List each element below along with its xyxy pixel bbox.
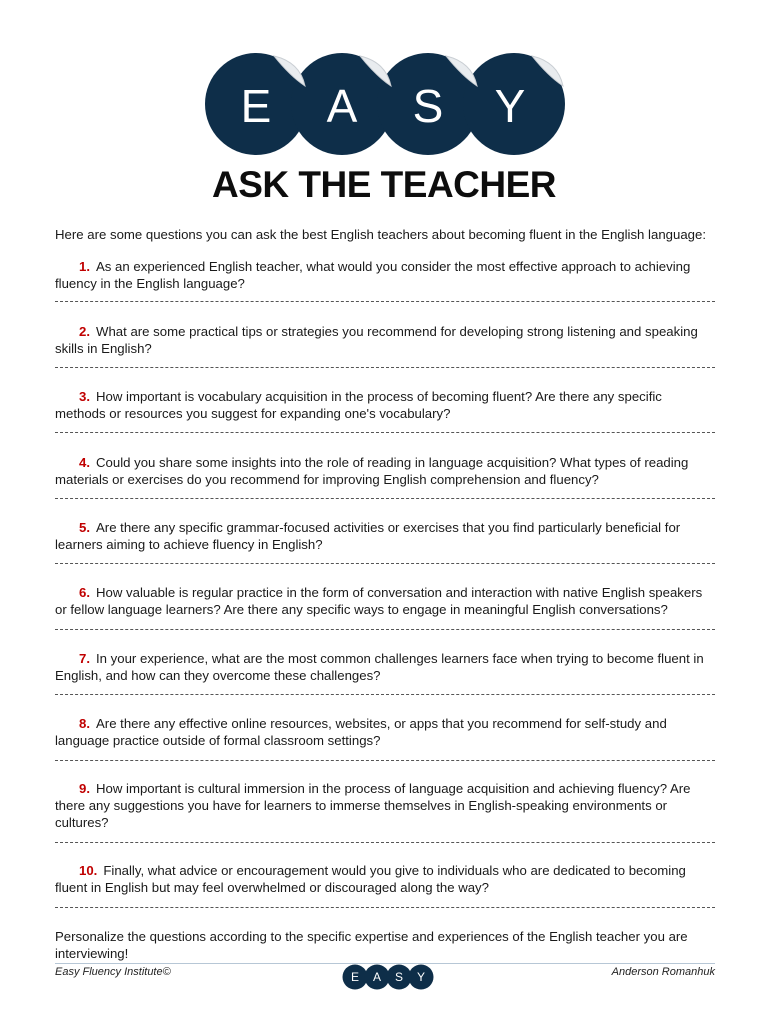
footer-institute: Easy Fluency Institute©	[55, 966, 171, 978]
answer-line	[55, 629, 715, 630]
question-text: Could you share some insights into the role of reading in language acquisition? What types of reading materials or exercises do you recommend for improving English comprehension and fluency?	[55, 455, 689, 487]
question-number: 9.	[79, 781, 90, 796]
question-text: Finally, what advice or encouragement would you give to individuals who are dedicated to becoming fluent in English but may feel overwhelmed or discouraged along the way?	[55, 863, 686, 895]
intro-paragraph: Here are some questions you can ask the best English teachers about becoming fluent in the English language:	[55, 227, 706, 242]
question-text: How valuable is regular practice in the form of conversation and interaction with native English speakers or fellow language learners? Are there any specific ways to engage in meaningful English conversations?	[55, 585, 703, 617]
answer-line	[55, 498, 715, 499]
footer-easy-logo	[342, 964, 434, 990]
question-item	[55, 323, 715, 357]
footer-logo-letter-e: E	[350, 970, 360, 984]
question-item	[55, 650, 715, 684]
logo-letter-y: Y	[494, 80, 526, 132]
question-item	[55, 388, 715, 422]
question-text: As an experienced English teacher, what would you consider the most effective approach to achieving fluency in the English language?	[55, 259, 691, 291]
question-text: In your experience, what are the most common challenges learners face when trying to become fluent in English, and how can they overcome these challenges?	[55, 651, 704, 683]
question-number: 7.	[79, 651, 90, 666]
question-text: Are there any effective online resources, websites, or apps that you recommend for self-study and language practice outside of formal classroom settings?	[55, 716, 667, 748]
answer-line	[55, 694, 715, 695]
question-number: 8.	[79, 716, 90, 731]
question-item	[55, 715, 715, 749]
question-number: 4.	[79, 455, 90, 470]
footer-logo-letter-y: Y	[416, 970, 426, 984]
answer-line	[55, 367, 715, 368]
answer-line	[55, 301, 715, 302]
question-number: 3.	[79, 389, 90, 404]
question-item	[55, 519, 715, 553]
answer-line	[55, 907, 715, 908]
answer-line	[55, 842, 715, 843]
question-number: 6.	[79, 585, 90, 600]
answer-line	[55, 760, 715, 761]
logo-letter-e: E	[240, 80, 272, 132]
footer-logo-letter-a: A	[372, 970, 382, 984]
question-text: Are there any specific grammar-focused activities or exercises that you find particularly beneficial for learners aiming to achieve fluency in English?	[55, 520, 681, 552]
logo-letter-a: A	[326, 80, 358, 132]
question-number: 10.	[79, 863, 98, 878]
closing-paragraph: Personalize the questions according to the specific expertise and experiences of the English teacher you are interviewing!	[55, 929, 688, 961]
question-item	[55, 862, 715, 896]
question-text: What are some practical tips or strategies you recommend for developing strong listening and speaking skills in English?	[55, 324, 698, 356]
answer-line	[55, 563, 715, 564]
question-text: How important is cultural immersion in the process of language acquisition and achieving fluency? Are there any suggestions you have for learners to immerse themselves in English-speaking environments or cultures?	[55, 781, 691, 830]
page-title: ASK THE TEACHER	[211, 164, 557, 205]
answer-line	[55, 432, 715, 433]
question-item	[55, 584, 715, 618]
easy-logo	[204, 52, 568, 156]
question-item	[55, 780, 715, 831]
footer-author: Anderson Romanhuk	[611, 966, 715, 978]
question-number: 1.	[79, 259, 90, 274]
logo-letter-s: S	[412, 80, 444, 132]
question-item	[55, 454, 715, 488]
question-item	[55, 258, 715, 292]
question-number: 2.	[79, 324, 90, 339]
question-number: 5.	[79, 520, 90, 535]
easy-logo-graphic	[204, 52, 568, 156]
footer-logo-letter-s: S	[394, 970, 404, 984]
question-text: How important is vocabulary acquisition in the process of becoming fluent? Are there any specific methods or resources you suggest for expanding one's vocabulary?	[55, 389, 662, 421]
